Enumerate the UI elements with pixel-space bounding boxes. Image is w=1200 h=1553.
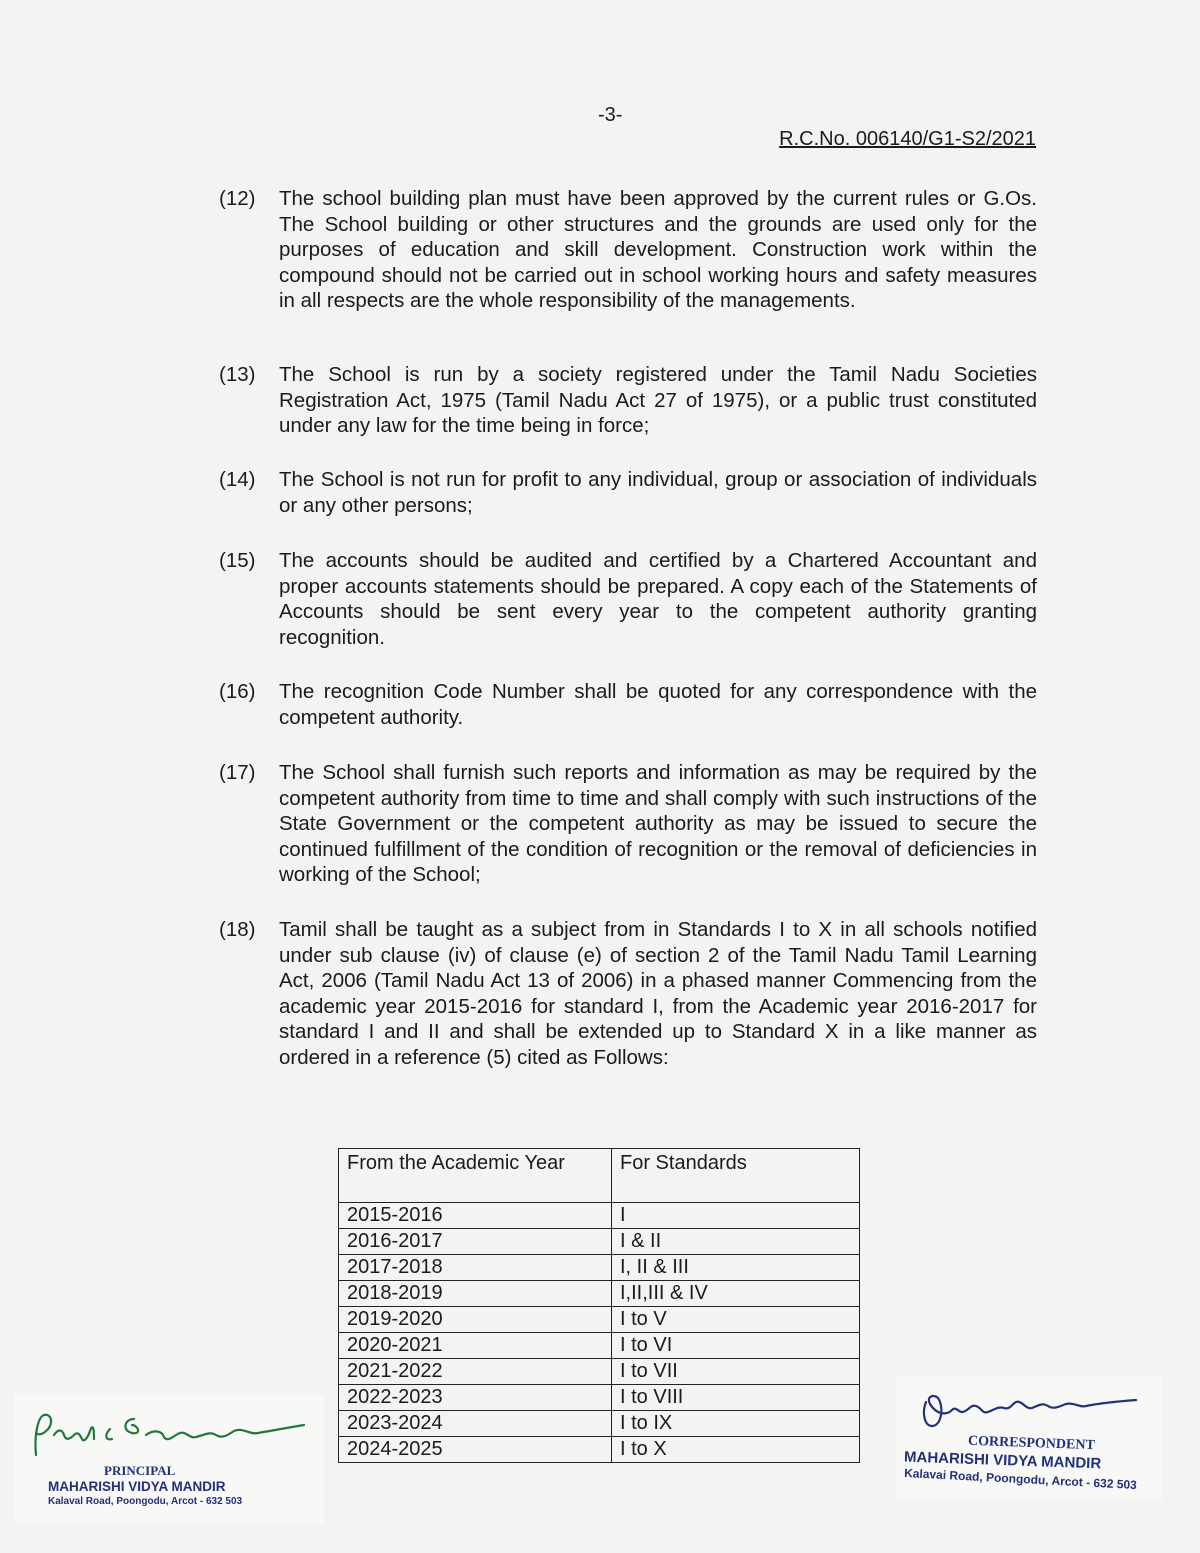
table-row bbox=[339, 1281, 860, 1307]
table-row bbox=[339, 1359, 860, 1385]
table-header-row bbox=[339, 1149, 860, 1203]
clause-12 bbox=[219, 186, 1037, 314]
standards-cell: I to IX bbox=[612, 1411, 860, 1437]
clause-15 bbox=[219, 548, 1037, 650]
academic-year-cell: 2024-2025 bbox=[339, 1437, 612, 1463]
correspondent-signature-icon bbox=[896, 1376, 1162, 1438]
table-row bbox=[339, 1255, 860, 1281]
academic-year-cell: 2019-2020 bbox=[339, 1307, 612, 1333]
principal-stamp bbox=[14, 1395, 324, 1523]
principal-school-name: MAHARISHI VIDYA MANDIR bbox=[48, 1479, 226, 1494]
table-row bbox=[339, 1411, 860, 1437]
academic-year-cell: 2022-2023 bbox=[339, 1385, 612, 1411]
principal-signature-icon bbox=[14, 1395, 324, 1465]
table-row bbox=[339, 1307, 860, 1333]
standards-cell: I to X bbox=[612, 1437, 860, 1463]
academic-year-cell: 2021-2022 bbox=[339, 1359, 612, 1385]
table-row bbox=[339, 1229, 860, 1255]
standards-cell: I & II bbox=[612, 1229, 860, 1255]
standards-cell: I, II & III bbox=[612, 1255, 860, 1281]
correspondent-address: Kalavai Road, Poongodu, Arcot - 632 503 bbox=[903, 1465, 1138, 1493]
clause-number: (13) bbox=[219, 363, 256, 386]
clause-text: The accounts should be audited and certified by a Chartered Accountant and proper accounts statements should be prepared. A copy each of the Statements of Accounts should be sent every year to the competent authority granting recognition. bbox=[279, 549, 1037, 649]
clause-13 bbox=[219, 362, 1037, 439]
header-academic-year: From the Academic Year bbox=[339, 1149, 612, 1203]
clause-number: (14) bbox=[219, 468, 256, 491]
table-row bbox=[339, 1385, 860, 1411]
standards-cell: I to VII bbox=[612, 1359, 860, 1385]
table-row bbox=[339, 1437, 860, 1463]
clause-14 bbox=[219, 467, 1037, 518]
table-row bbox=[339, 1333, 860, 1359]
correspondent-role: CORRESPONDENT bbox=[967, 1433, 1096, 1454]
standards-cell: I to VIII bbox=[612, 1385, 860, 1411]
standards-cell: I bbox=[612, 1203, 860, 1229]
clause-number: (12) bbox=[219, 187, 256, 210]
academic-year-cell: 2015-2016 bbox=[339, 1203, 612, 1229]
academic-year-cell: 2018-2019 bbox=[339, 1281, 612, 1307]
table-row bbox=[339, 1203, 860, 1229]
clause-number: (15) bbox=[219, 549, 256, 572]
correspondent-school-name: MAHARISHI VIDYA MANDIR bbox=[903, 1448, 1102, 1473]
clause-text: The recognition Code Number shall be quoted for any correspondence with the competent authority. bbox=[279, 680, 1037, 729]
clause-number: (16) bbox=[219, 680, 256, 703]
academic-year-cell: 2016-2017 bbox=[339, 1229, 612, 1255]
clause-number: (18) bbox=[219, 918, 256, 941]
correspondent-stamp bbox=[896, 1376, 1162, 1500]
academic-year-cell: 2020-2021 bbox=[339, 1333, 612, 1359]
clause-16 bbox=[219, 679, 1037, 730]
header-standards: For Standards bbox=[612, 1149, 860, 1203]
clause-number: (17) bbox=[219, 761, 256, 784]
standards-table bbox=[338, 1148, 860, 1463]
academic-year-cell: 2023-2024 bbox=[339, 1411, 612, 1437]
principal-role: PRINCIPAL bbox=[104, 1463, 176, 1478]
clause-text: Tamil shall be taught as a subject from in Standards I to X in all schools notified under sub clause (iv) of clause (e) of section 2 of the Tamil Nadu Tamil Learning Act, 2006 (Tamil Nadu Act 13 of 2006) in a phased manner Commencing from the academic year 2015-2016 for standard I, from the Academic year 2016-2017 for standard I and II and shall be extended up to Standard X in a like manner as ordered in a reference (5) cited as Follows: bbox=[279, 918, 1037, 1069]
clause-text: The school building plan must have been approved by the current rules or G.Os. The School building or other structures and the grounds are used only for the purposes of education and skill development. Construction work within the compound should not be carried out in school working hours and safety measures in all respects are the whole responsibility of the managements. bbox=[279, 187, 1037, 312]
principal-address: Kalaval Road, Poongodu, Arcot - 632 503 bbox=[48, 1496, 243, 1507]
clause-17 bbox=[219, 760, 1037, 888]
clause-text: The School is run by a society registered under the Tamil Nadu Societies Registration Act, 1975 (Tamil Nadu Act 27 of 1975), or a public trust constituted under any law for the time being in force; bbox=[279, 363, 1037, 437]
standards-cell: I,II,III & IV bbox=[612, 1281, 860, 1307]
reference-number: R.C.No. 006140/G1-S2/2021 bbox=[779, 128, 1036, 150]
clause-18 bbox=[219, 917, 1037, 1070]
clause-text: The School is not run for profit to any individual, group or association of individuals or any other persons; bbox=[279, 468, 1037, 517]
standards-cell: I to V bbox=[612, 1307, 860, 1333]
academic-year-cell: 2017-2018 bbox=[339, 1255, 612, 1281]
page-number: -3- bbox=[598, 104, 623, 126]
standards-cell: I to VI bbox=[612, 1333, 860, 1359]
clause-text: The School shall furnish such reports and information as may be required by the competent authority from time to time and shall comply with such instructions of the State Government or the competent authority as may be issued to secure the continued fulfillment of the condition of recognition or the removal of deficiencies in working of the School; bbox=[279, 761, 1037, 886]
